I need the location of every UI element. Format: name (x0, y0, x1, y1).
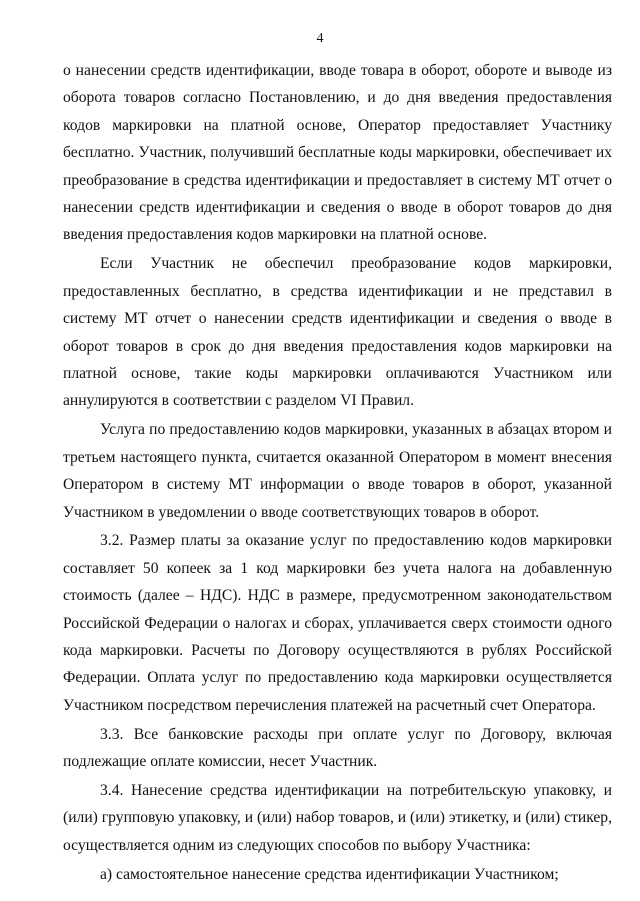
clause-3-2: 3.2. Размер платы за оказание услуг по предоставлению кодов маркировки составляет 50 копеек за 1 код маркировки без учета налога на добавленную стоимость (далее – НДС). НДС в размере, предусмотренном законодательством Российской Федерации о налогах и сборах, уплачивается сверх стоимости одного кода маркировки. Расчеты по Договору осуществляются в рублях Российской Федерации. Оплата услуг по предоставлению кода маркировки осуществляется Участником посредством перечисления платежей на расчетный счет Оператора. (63, 532, 612, 714)
clause-3-4: 3.4. Нанесение средства идентификации на потребительскую упаковку, и (или) групповую упаковку, и (или) набор товаров, и (или) этикетку, и (или) стикер, осуществляется одним из следующих способов по выбору Участника: (63, 782, 612, 854)
list-item-a: а) самостоятельное нанесение средства идентификации Участником; (100, 865, 559, 883)
document-body (63, 57, 612, 890)
paragraph-service-rendered: Услуга по предоставлению кодов маркировки, указанных в абзацах втором и третьем настоящего пункта, считается оказанной Оператором в момент внесения Оператором в систему МТ информации о вводе товаров в оборот, указанной Участником в уведомлении о вводе соответствующих товаров в оборот. (63, 421, 612, 521)
paragraph-continuation: о нанесении средств идентификации, вводе товара в оборот, обороте и выводе из оборота товаров согласно Постановлению, и до дня введения предоставления кодов маркировки на платной основе, Оператор предоставляет Участнику бесплатно. Участник, получивший бесплатные коды маркировки, обеспечивает их преобразование в средства идентификации и предоставляет в систему МТ отчет о нанесении средств идентификации и сведения о вводе в оборот товаров до дня введения предоставления кодов маркировки на платной основе. (63, 62, 612, 244)
paragraph-unpaid-codes: Если Участник не обеспечил преобразование кодов маркировки, предоставленных бесплатно, в средства идентификации и не представил в систему МТ отчет о нанесении средств идентификации и сведения о вводе в оборот товаров в срок до дня введения предоставления кодов маркировки на платной основе, такие коды маркировки оплачиваются Участником или аннулируются в соответствии с разделом VI Правил. (63, 255, 612, 410)
page-number: 4 (316, 31, 324, 46)
clause-3-3: 3.3. Все банковские расходы при оплате услуг по Договору, включая подлежащие оплате комиссии, несет Участник. (63, 725, 612, 771)
